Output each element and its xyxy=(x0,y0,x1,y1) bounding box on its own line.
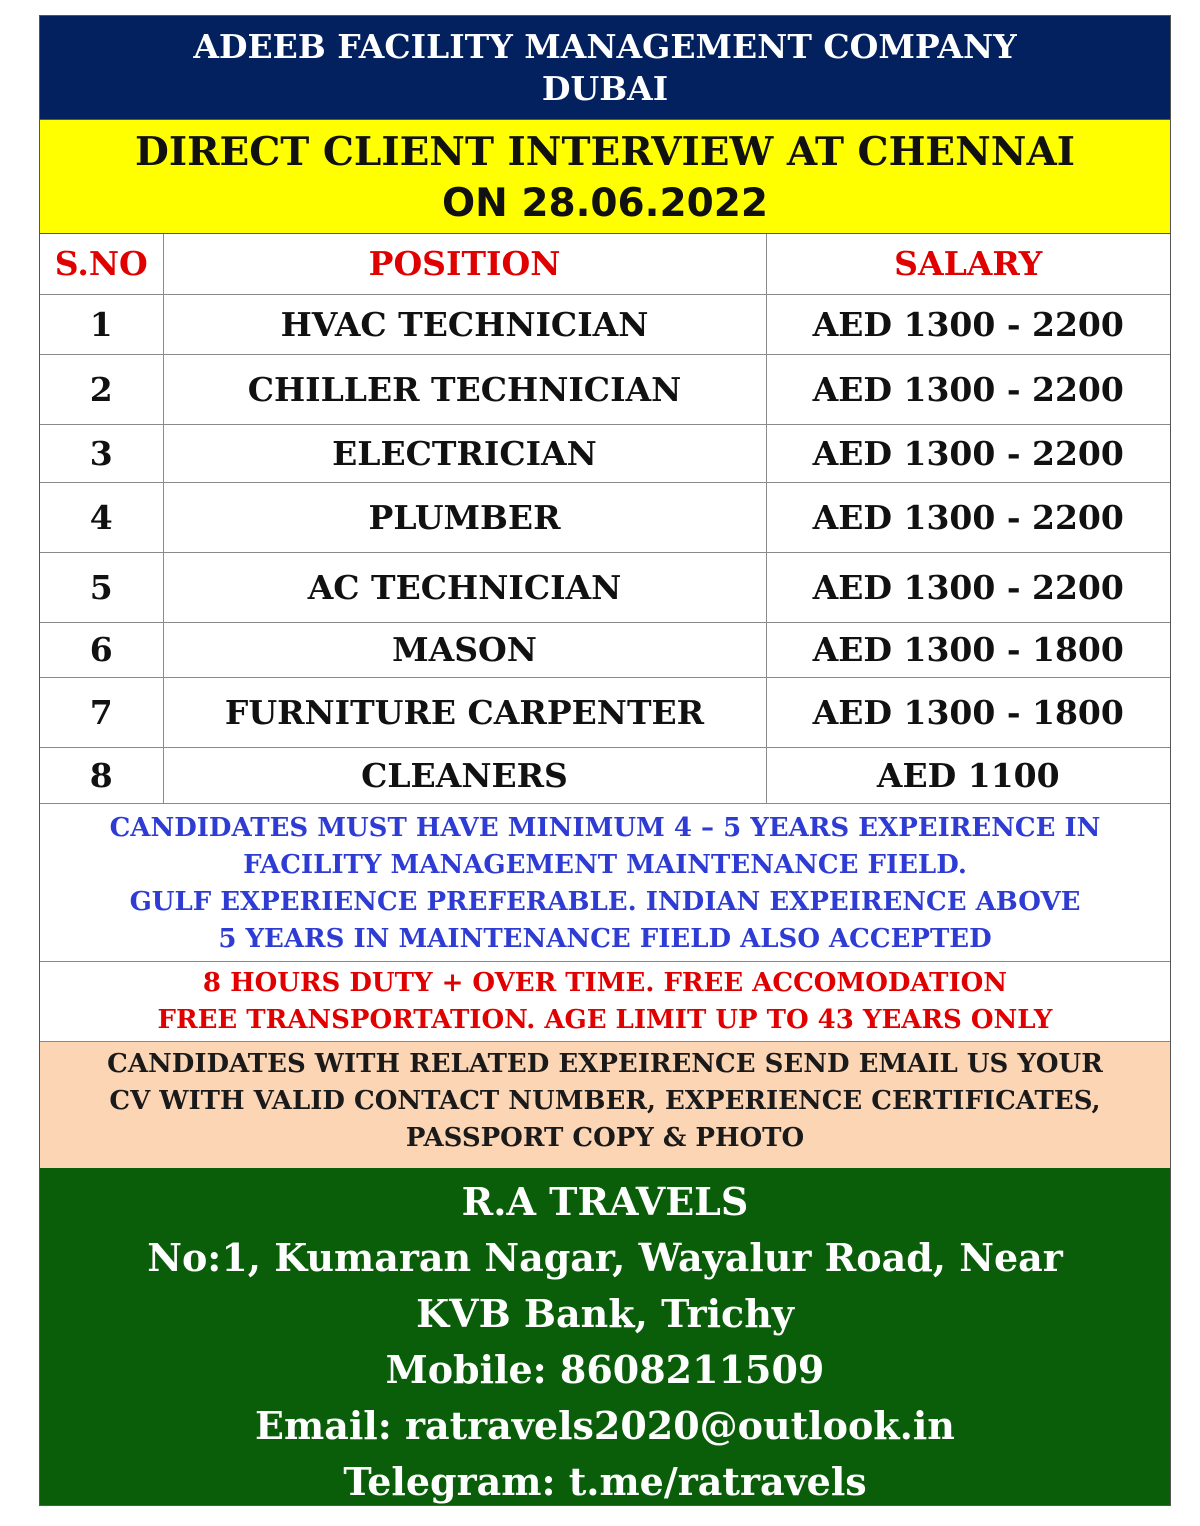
address-line: No:1, Kumaran Nagar, Wayalur Road, Near xyxy=(147,1234,1063,1280)
row-sno: 8 xyxy=(40,747,163,803)
requirements-line: GULF EXPERIENCE PREFERABLE. INDIAN EXPEIRENCE ABOVE xyxy=(129,886,1081,917)
row-salary: AED 1100 xyxy=(766,747,1170,803)
table-row xyxy=(40,552,1170,622)
apply-line: CANDIDATES WITH RELATED EXPEIRENCE SEND EMAIL US YOUR xyxy=(107,1048,1103,1079)
row-sno: 6 xyxy=(40,622,163,677)
row-salary: AED 1300 - 2200 xyxy=(766,424,1170,482)
row-salary: AED 1300 - 2200 xyxy=(766,552,1170,622)
apply-line: PASSPORT COPY & PHOTO xyxy=(405,1122,805,1153)
row-salary: AED 1300 - 1800 xyxy=(766,677,1170,747)
row-position: HVAC TECHNICIAN xyxy=(163,294,766,354)
column-header-position: POSITION xyxy=(163,234,766,294)
table-row xyxy=(40,294,1170,354)
requirements-note xyxy=(40,804,1170,962)
table-row xyxy=(40,482,1170,552)
table-header-row xyxy=(40,234,1170,294)
row-sno: 4 xyxy=(40,482,163,552)
table-row xyxy=(40,354,1170,424)
apply-instructions xyxy=(40,1042,1170,1168)
row-salary: AED 1300 - 2200 xyxy=(766,294,1170,354)
mobile-number: Mobile: 8608211509 xyxy=(385,1346,825,1392)
column-header-sno: S.NO xyxy=(40,234,163,294)
positions-table xyxy=(40,234,1170,804)
table-row xyxy=(40,424,1170,482)
table-row xyxy=(40,747,1170,803)
benefits-note xyxy=(40,962,1170,1042)
requirements-line: 5 YEARS IN MAINTENANCE FIELD ALSO ACCEPTED xyxy=(218,923,992,954)
apply-line: CV WITH VALID CONTACT NUMBER, EXPERIENCE CERTIFICATES, xyxy=(109,1085,1101,1116)
row-salary: AED 1300 - 2200 xyxy=(766,354,1170,424)
row-salary: AED 1300 - 2200 xyxy=(766,482,1170,552)
row-sno: 5 xyxy=(40,552,163,622)
contact-panel xyxy=(40,1168,1170,1505)
column-header-salary: SALARY xyxy=(766,234,1170,294)
row-position: CHILLER TECHNICIAN xyxy=(163,354,766,424)
interview-title: DIRECT CLIENT INTERVIEW AT CHENNAI xyxy=(135,129,1075,175)
row-position: FURNITURE CARPENTER xyxy=(163,677,766,747)
benefits-line: FREE TRANSPORTATION. AGE LIMIT UP TO 43 YEARS ONLY xyxy=(157,1004,1053,1035)
job-advertisement xyxy=(39,15,1171,1506)
row-position: MASON xyxy=(163,622,766,677)
row-sno: 2 xyxy=(40,354,163,424)
table-row xyxy=(40,622,1170,677)
row-sno: 3 xyxy=(40,424,163,482)
company-name: ADEEB FACILITY MANAGEMENT COMPANY xyxy=(193,27,1017,66)
interview-banner xyxy=(40,120,1170,234)
row-position: PLUMBER xyxy=(163,482,766,552)
interview-date: ON 28.06.2022 xyxy=(441,181,769,226)
telegram-link: Telegram: t.me/ratravels xyxy=(343,1458,867,1504)
row-position: AC TECHNICIAN xyxy=(163,552,766,622)
row-sno: 1 xyxy=(40,294,163,354)
row-salary: AED 1300 - 1800 xyxy=(766,622,1170,677)
requirements-line: FACILITY MANAGEMENT MAINTENANCE FIELD. xyxy=(243,849,967,880)
benefits-line: 8 HOURS DUTY + OVER TIME. FREE ACCOMODATION xyxy=(202,967,1008,998)
row-sno: 7 xyxy=(40,677,163,747)
company-city: DUBAI xyxy=(541,69,669,108)
row-position: ELECTRICIAN xyxy=(163,424,766,482)
table-row xyxy=(40,677,1170,747)
agency-name: R.A TRAVELS xyxy=(461,1178,749,1224)
row-position: CLEANERS xyxy=(163,747,766,803)
address-line: KVB Bank, Trichy xyxy=(416,1290,794,1336)
email-address: Email: ratravels2020@outlook.in xyxy=(255,1402,955,1448)
requirements-line: CANDIDATES MUST HAVE MINIMUM 4 – 5 YEARS EXPEIRENCE IN xyxy=(109,812,1101,843)
company-banner xyxy=(40,16,1170,120)
